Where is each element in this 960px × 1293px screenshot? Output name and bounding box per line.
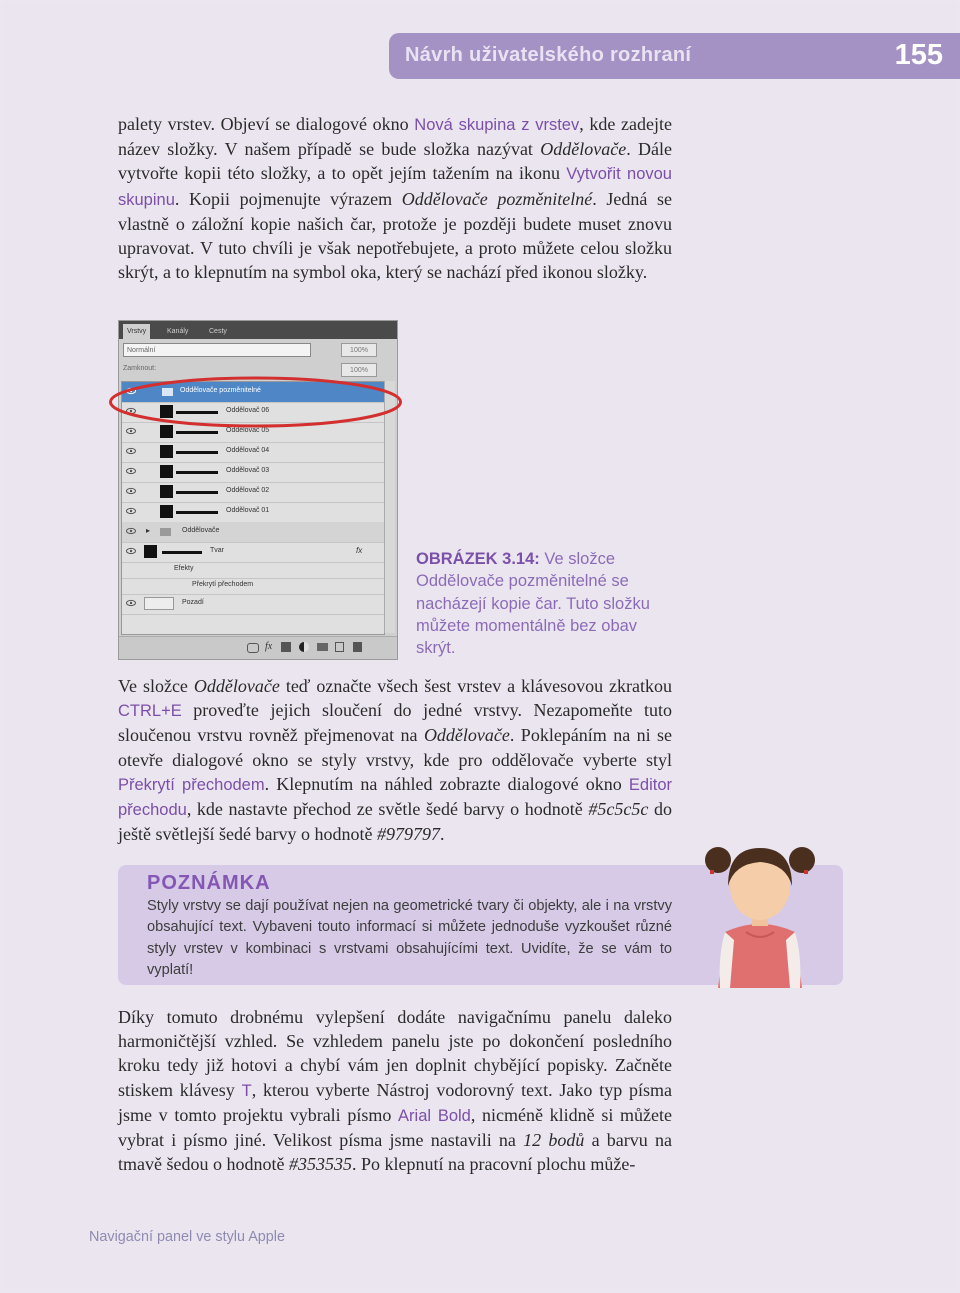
text-run: . Dále vytvořte kopii této složky, a to opět jejím tažením na ikonu [118, 139, 672, 184]
mask-icon[interactable] [281, 642, 291, 652]
text-run: palety vrstev. Objeví se dialogové okno [118, 114, 415, 134]
text-run: a barvu na tmavě šedou o hodnotě [118, 1130, 673, 1175]
layer-row[interactable] [122, 442, 384, 463]
layers-panel-screenshot [118, 320, 398, 660]
italic-term: 12 bodů [523, 1130, 585, 1151]
text-run: . Poklepáním na ni se otevře dialogové okno se styly vrstvy, kde pro oddělovače vyberte styl [118, 725, 672, 770]
eye-icon[interactable] [126, 527, 136, 535]
caption-text: Ve složce Oddělovače pozměnitelné se nacházejí kopie čar. Tuto složku můžete momentálně bez obav skrýt. [416, 550, 650, 658]
italic-term: #979797 [376, 824, 440, 845]
chapter-title: Návrh uživatelského rozhraní [405, 44, 692, 66]
caption-label: OBRÁZEK 3.14: [416, 550, 540, 568]
layer-thumbnail [160, 505, 173, 518]
layer-label: Oddělovač 03 [226, 467, 270, 474]
layer-mask-thumbnail [176, 451, 218, 454]
highlight-term: Nová skupina z vrstev [414, 116, 580, 134]
text-run: do ještě světlejší šedé barvy o hodnotě [118, 799, 672, 845]
italic-term: Oddělovače [423, 725, 510, 746]
trash-icon[interactable] [353, 642, 362, 652]
link-icon[interactable] [247, 643, 259, 653]
layer-label: Překrytí přechodem [192, 581, 254, 588]
layer-thumbnail [160, 445, 173, 458]
paragraph-1 [118, 112, 672, 284]
eye-icon[interactable] [126, 487, 136, 495]
text-run: . Klepnutím na náhled zobrazte dialogové okno [264, 773, 629, 794]
eye-icon[interactable] [126, 547, 136, 555]
layer-mask-thumbnail [176, 431, 218, 434]
highlight-term: Překrytí přechodem [118, 775, 265, 794]
italic-term: #5c5c5c [588, 799, 649, 820]
girl-mascot-icon [700, 836, 820, 988]
eye-icon[interactable] [126, 507, 136, 515]
panel-bottom-toolbar [119, 636, 397, 659]
new-layer-icon[interactable] [335, 642, 344, 652]
text-run: , kde zadejte název složky. V našem případě se bude složka nazývat [118, 114, 673, 160]
text-run: Ve složce [118, 676, 194, 696]
adjustment-icon[interactable] [299, 642, 309, 652]
text-run: . Po klepnutí na pracovní plochu může- [351, 1154, 636, 1175]
layer-label: Oddělovače pozměnitelné [180, 387, 261, 394]
fx-icon: fx [356, 546, 363, 555]
layer-label: Efekty [174, 565, 194, 572]
note-title: POZNÁMKA [147, 872, 271, 894]
paragraph-2 [118, 674, 672, 846]
layer-row[interactable] [122, 462, 384, 483]
layer-mask-thumbnail [162, 551, 202, 554]
new-group-icon[interactable] [317, 643, 328, 651]
folder-icon [160, 528, 171, 536]
layer-label: Oddělovač 06 [226, 407, 270, 414]
blend-mode-select[interactable]: Normální [123, 343, 311, 357]
fill-field[interactable]: 100% [341, 363, 377, 377]
text-run: , kterou vyberte Nástroj vodorovný text. Jako typ písma jsme v tomto projektu vybrali písmo [118, 1079, 672, 1125]
layer-row[interactable] [122, 482, 384, 503]
layer-label: Oddělovač 05 [226, 427, 270, 434]
layer-label: Oddělovač 02 [226, 487, 270, 494]
italic-term: Oddělovače [540, 139, 627, 160]
text-run: proveďte jejich sloučení do jedné vrstvy. Nezapomeňte tuto sloučenou vrstvu rovněž přejmenovat na [118, 700, 672, 746]
layer-thumbnail [160, 465, 173, 478]
text-run: Díky tomuto drobnému vylepšení dodáte navigačnímu panelu daleko harmoničtější vzhled. Se vzhledem panelu jste po dokončení posledního kroku tedy již hotovi a chybí vám jen doplnit chybějící popisky. Začněte stiskem klávesy [118, 1007, 672, 1100]
layer-row-shape[interactable] [122, 542, 384, 563]
highlight-term: Arial Bold [398, 1106, 471, 1125]
layer-label: Pozadí [182, 599, 204, 606]
highlight-term: Vytvořit novou skupinu [118, 165, 672, 209]
layer-thumbnail [144, 545, 157, 558]
layer-effects-row[interactable] [122, 562, 384, 579]
text-run: teď označte všech šest vrstev a klávesovou zkratkou [279, 676, 673, 696]
italic-term: Oddělovače [193, 676, 280, 696]
layer-label: Oddělovač 01 [226, 507, 270, 514]
layer-row[interactable] [122, 502, 384, 523]
figure-caption [416, 548, 666, 659]
note-text: Styly vrstvy se dají používat nejen na geometrické tvary či objekty, ale i na vrstvy obsahující text. Vybaveni touto informací si můžete jednoduše vyzkoušet různé styly vrstev v kombinaci s vrstvami obsahujícími text. Uvidíte, že se vám to vyplatí! [147, 898, 672, 978]
opacity-field[interactable]: 100% [341, 343, 377, 357]
eye-icon[interactable] [126, 599, 136, 607]
layer-row-folder[interactable] [122, 522, 384, 543]
page-footer: Navigační panel ve stylu Apple [89, 1229, 285, 1245]
eye-icon[interactable] [126, 447, 136, 455]
italic-term: Oddělovače pozměnitelné [401, 188, 593, 209]
page-header [389, 33, 960, 79]
italic-term: #353535 [288, 1154, 352, 1175]
eye-icon[interactable] [126, 467, 136, 475]
text-run: , nicméně klidně si můžete vybrat i písmo jiné. Velikost písma jsme nastavili na [118, 1104, 672, 1151]
layer-mask-thumbnail [176, 511, 218, 514]
chevron-right-icon[interactable]: ▸ [146, 526, 151, 535]
layer-thumbnail [160, 485, 173, 498]
panel-tab-bar [119, 321, 397, 339]
lock-label: Zamknout: [123, 365, 157, 372]
highlight-term: Editor přechodu [118, 775, 672, 820]
layer-label: Tvar [210, 547, 224, 554]
layer-label: Oddělovač 04 [226, 447, 270, 454]
tab-channels[interactable]: Kanály [167, 328, 189, 335]
highlight-term: CTRL+E [118, 702, 182, 721]
text-run: . Kopii pojmenujte výrazem [174, 188, 402, 209]
text-run: . Jedná se vlastně o záložní kopie našich čar, protože je později budete muset znovu upravovat. V tuto chvíli je však nepotřebujete, a proto můžete celou složku skrýt, a to klepnutím na symbol oka, který se nachází před ikonou složky. [118, 188, 672, 283]
tab-paths[interactable]: Cesty [209, 328, 227, 335]
page-number: 155 [894, 39, 943, 71]
layer-mask-thumbnail [176, 491, 218, 494]
layer-mask-thumbnail [176, 471, 218, 474]
layer-effect-item[interactable] [122, 578, 384, 595]
layer-thumbnail [144, 597, 174, 610]
layer-label: Oddělovače [182, 527, 220, 534]
text-run: . [439, 824, 445, 845]
fx-button-icon[interactable]: fx [265, 641, 273, 652]
text-run: , kde nastavte přechod ze světle šedé barvy o hodnotě [186, 799, 589, 820]
tab-layers[interactable]: Vrstvy [123, 324, 150, 339]
highlight-term: T [241, 1081, 252, 1100]
layer-row-background[interactable] [122, 594, 384, 615]
paragraph-3 [118, 1005, 672, 1176]
highlight-ellipse [107, 374, 404, 430]
